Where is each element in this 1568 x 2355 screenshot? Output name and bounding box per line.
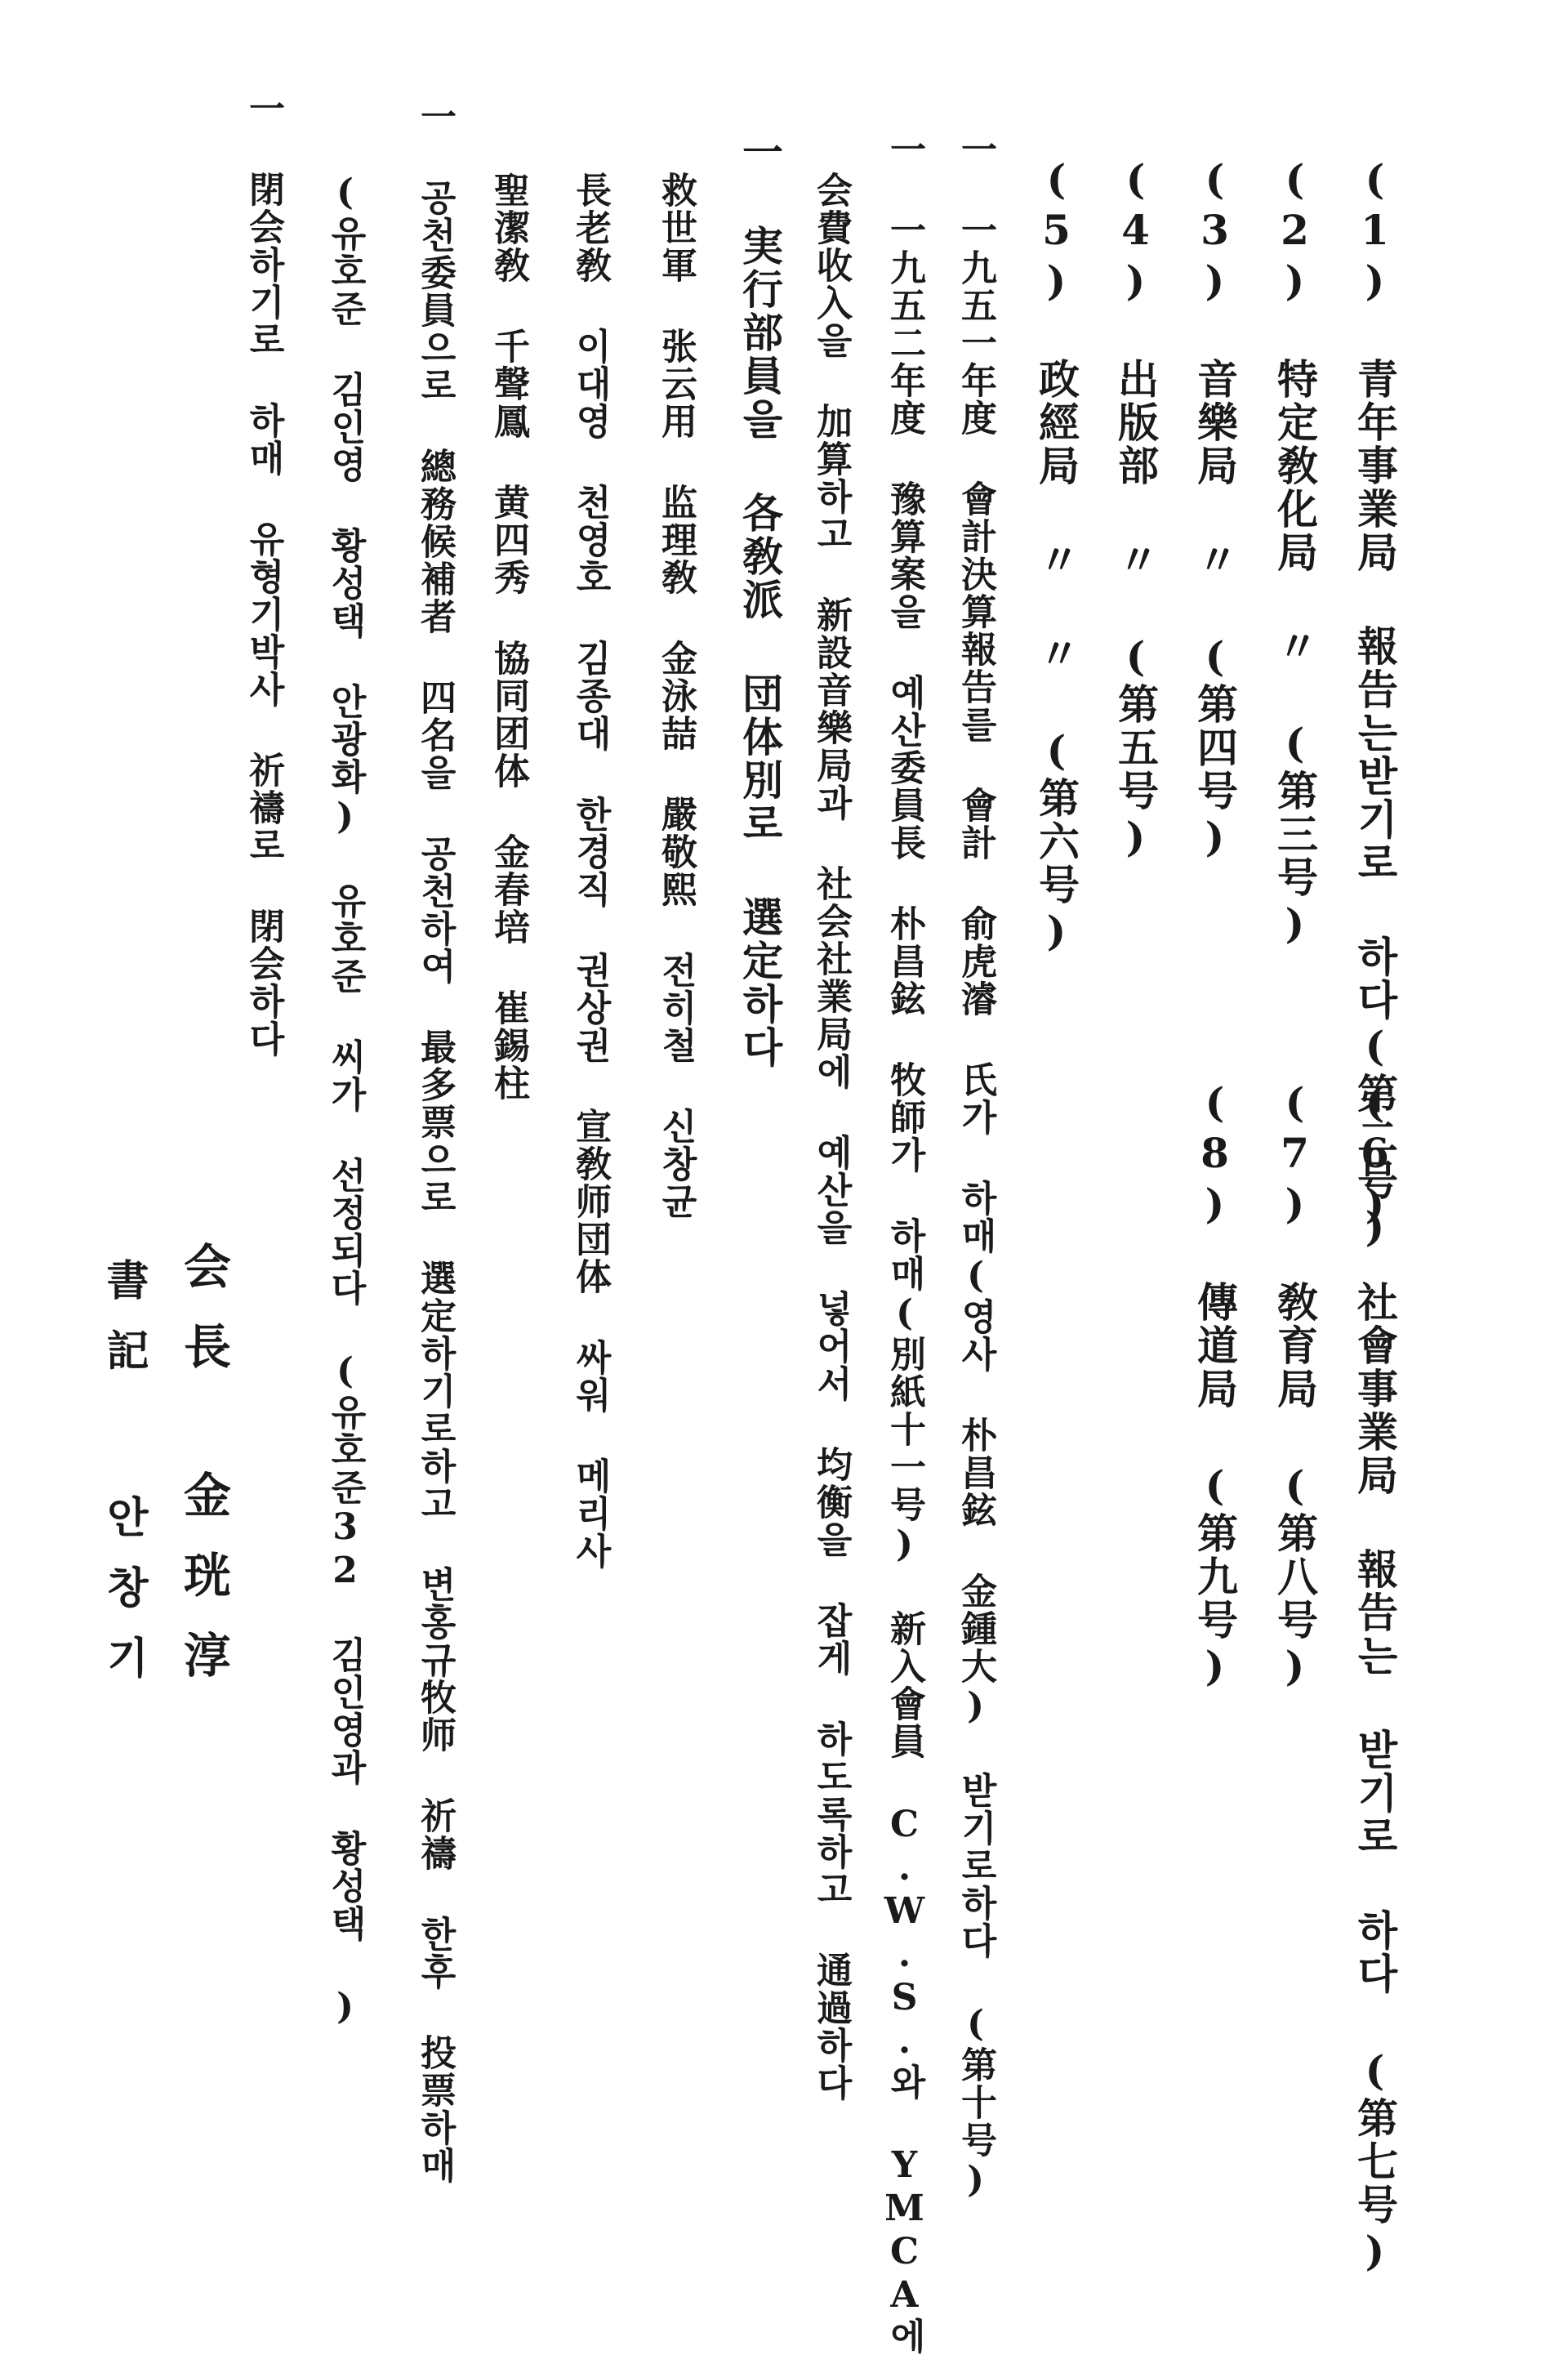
minutes-line-12: 聖潔敎 千聲鳳 黄四秀 協同团体 金春培 崔錫柱: [488, 172, 529, 1102]
minutes-line-3: (3) 音樂局 〃 (第四号): [1191, 155, 1239, 863]
chair-name: 金珖淳: [176, 1470, 231, 1710]
minutes-line-2: (2) 特定敎化局 〃 (第三号): [1271, 155, 1319, 950]
minutes-line-5: (5) 政經局 〃 〃 (第六号): [1032, 155, 1080, 957]
minutes-line-r6: (6) 社會事業局 報告는 받기로 하다 (第七号): [1351, 1078, 1399, 2277]
minutes-line-1: (1) 青年事業局 報告는받기로 하다(第二号): [1351, 155, 1399, 1253]
minutes-line-11: 長老敎 이대영 천영호 김종대 한경직 권상권 宣敎师団体 싸워 메리사: [569, 172, 611, 1570]
minutes-line-10: 救世軍 张云用 监理敎 金泳喆 嚴敬熙 전히철 신창균: [655, 172, 697, 1220]
minutes-line-8: 会費收入을 加算하고 新設音樂局과 社会社業局에 예산을 넣어서 均衡을 잡게 하도록하고 通過하다: [810, 172, 852, 2102]
minutes-line-13: 一 공천委員으로 總務候補者 四名을 공천하여 最多票으로 選定하기로하고 변홍규牧师 祈禱 한후 投票하매: [414, 98, 456, 2184]
minutes-line-14: (유호준 김인영 황성택 안광화) 유호준 씨가 선정되다 (유호준32 김인영과 황성택 ): [324, 172, 366, 2029]
minutes-line-9: 一 実行部員을 各敎派 団体別로 選定하다: [736, 131, 784, 1069]
secretary-name: 안창기: [99, 1495, 149, 1706]
secretary-title: 書記: [99, 1258, 149, 1398]
chair-title: 会長: [176, 1242, 231, 1402]
minutes-line-r7: (7) 敎育局 (第八号): [1271, 1078, 1319, 1693]
minutes-line-r8: (8) 傳道局 (第九号): [1191, 1078, 1239, 1693]
minutes-line-4: (4) 出版部 〃 (第五号): [1111, 155, 1160, 863]
minutes-line-7: 一 一九五二年度 豫算案을 예산委員長 朴昌鉉 牧師가 하매(別紙十一号) 新入會員 C.W.S.와 YMCA에: [884, 131, 925, 2355]
minutes-line-6: 一 一九五一年度 會計決算報告를 會計 俞虎濬 氏가 하매(영사 朴昌鉉 金鍾大) 받기로하다 (第十号): [955, 131, 996, 2202]
minutes-line-15: 一 閉会하기로 하매 유형기박사 祈禱로 閉会하다: [243, 90, 284, 1058]
